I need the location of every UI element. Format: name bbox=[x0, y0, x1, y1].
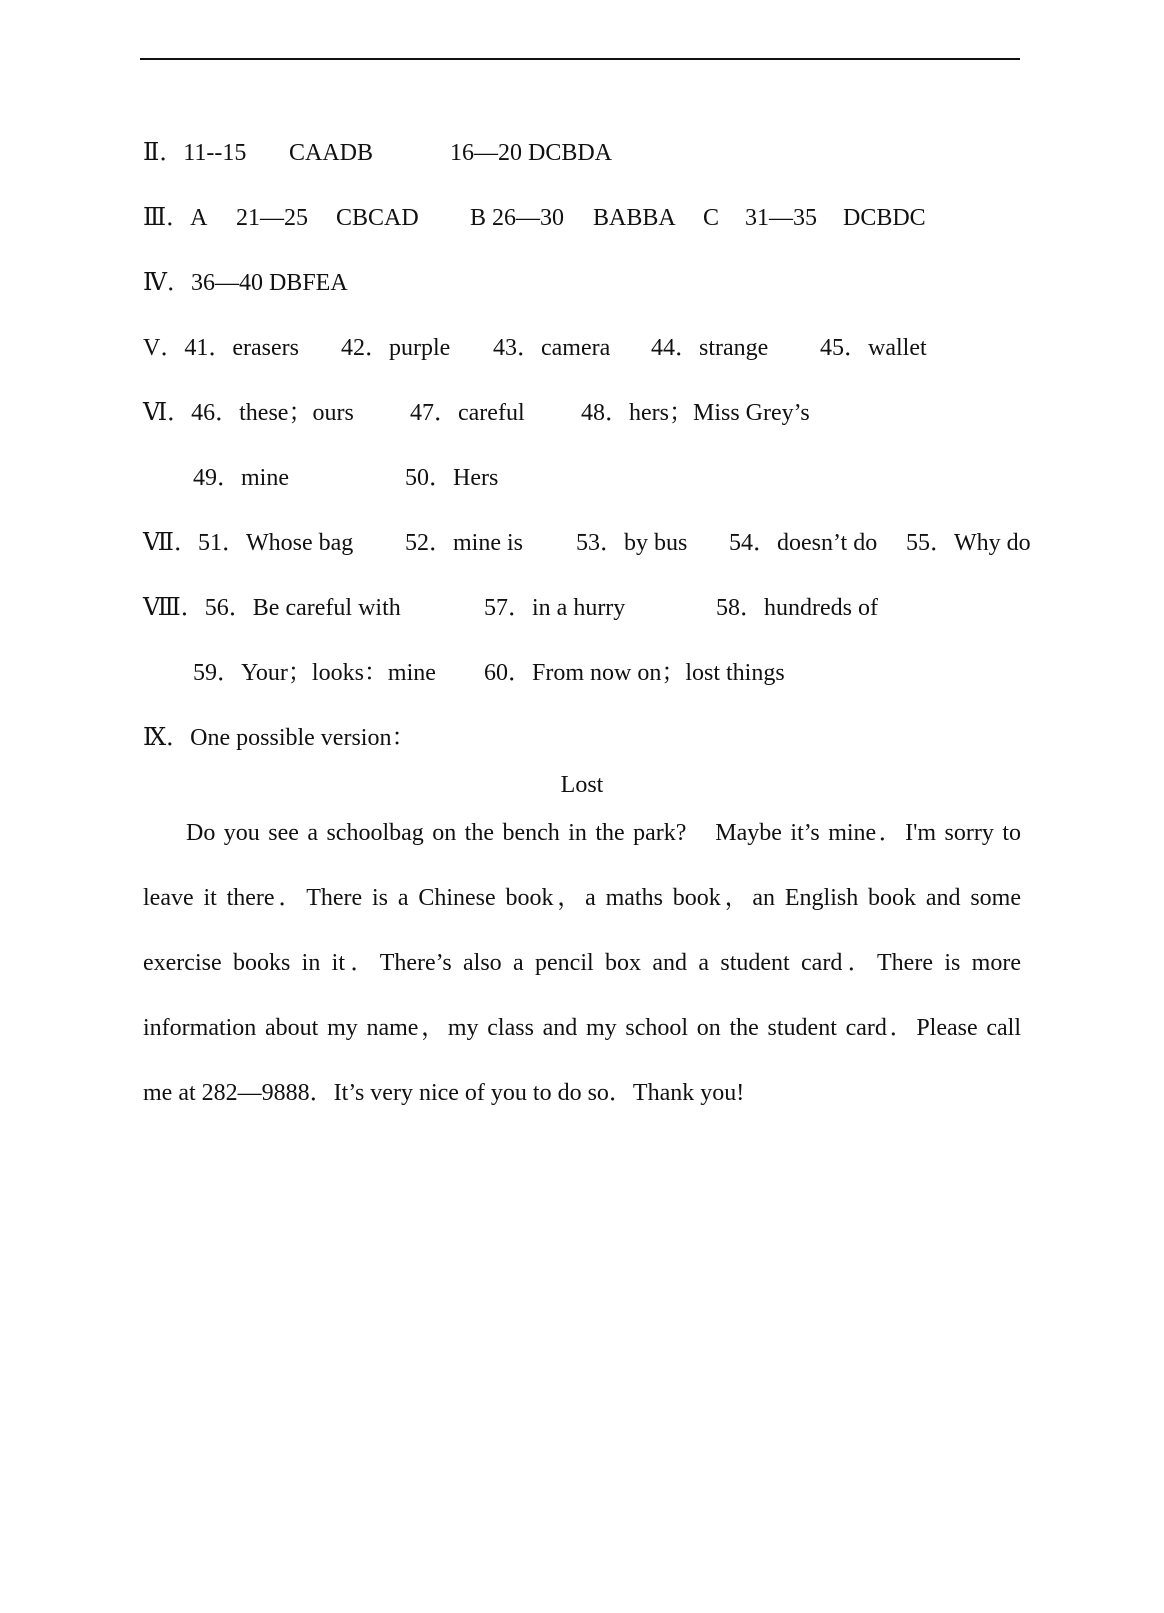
row3-h: DCBDC bbox=[843, 205, 926, 231]
row3-a: Ⅲ．A bbox=[143, 205, 208, 231]
essay-line: Do you see a schoolbag on the bench in the park? Maybe it’s mine．I'm sorry to bbox=[186, 820, 1021, 846]
row3-e: BABBA bbox=[593, 205, 676, 231]
essay-line: me at 282—9888．It’s very nice of you to do so．Thank you! bbox=[143, 1080, 745, 1106]
row6-a: Ⅵ．46．these；ours bbox=[143, 400, 354, 426]
row7-c: 53．by bus bbox=[576, 530, 688, 556]
essay-title: Lost bbox=[560, 772, 604, 798]
row8-a: Ⅷ．56．Be careful with bbox=[143, 595, 401, 621]
row3-d: B 26—30 bbox=[470, 205, 565, 231]
row3-g: 31—35 bbox=[745, 205, 817, 231]
row7-e: 55．Why do bbox=[906, 530, 1031, 556]
essay-line: leave it there．There is a Chinese book，a maths book，an English book and some bbox=[143, 885, 1021, 911]
row3-b: 21—25 bbox=[236, 205, 308, 231]
row5-c: 43．camera bbox=[493, 335, 611, 361]
row7-b: 52．mine is bbox=[405, 530, 523, 556]
row6b-b: 50．Hers bbox=[405, 465, 499, 491]
row2-c: 16—20 DCBDA bbox=[450, 140, 613, 166]
header-rule bbox=[140, 58, 1020, 60]
row2-a: Ⅱ．11--15 bbox=[143, 140, 247, 166]
row5-b: 42．purple bbox=[341, 335, 451, 361]
row8-c: 58．hundreds of bbox=[716, 595, 878, 621]
row9-a: Ⅸ．One possible version： bbox=[143, 725, 416, 751]
essay-line: exercise books in it．There’s also a pencil box and a student card．There is more bbox=[143, 950, 1021, 976]
row7-a: Ⅶ．51．Whose bag bbox=[143, 530, 354, 556]
row3-f: C bbox=[703, 205, 720, 231]
row5-a: V．41．erasers bbox=[143, 335, 299, 361]
row8b-b: 60．From now on；lost things bbox=[484, 660, 785, 686]
row3-c: CBCAD bbox=[336, 205, 419, 231]
row5-e: 45．wallet bbox=[820, 335, 927, 361]
row2-b: CAADB bbox=[289, 140, 374, 166]
essay-line: information about my name，my class and my school on the student card．Please call bbox=[143, 1015, 1021, 1041]
row5-d: 44．strange bbox=[651, 335, 769, 361]
row6-c: 48．hers；Miss Grey’s bbox=[581, 400, 810, 426]
row4-a: Ⅳ．36—40 DBFEA bbox=[143, 270, 348, 296]
row6b-a: 49．mine bbox=[193, 465, 289, 491]
row7-d: 54．doesn’t do bbox=[729, 530, 878, 556]
row8b-a: 59．Your；looks：mine bbox=[193, 660, 436, 686]
row8-b: 57．in a hurry bbox=[484, 595, 626, 621]
row6-b: 47．careful bbox=[410, 400, 525, 426]
